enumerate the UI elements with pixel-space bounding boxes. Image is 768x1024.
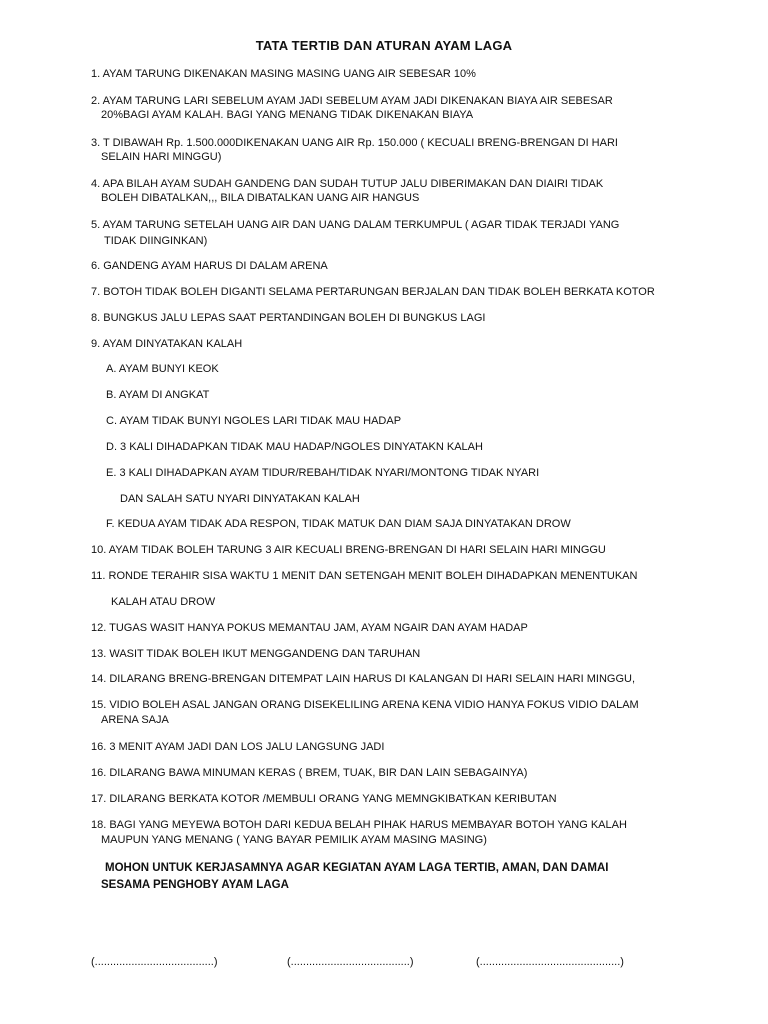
- rule-16: 16. 3 MENIT AYAM JADI DAN LOS JALU LANGSUNG JADI: [91, 741, 385, 753]
- rule-10: 10. AYAM TIDAK BOLEH TARUNG 3 AIR KECUALI BRENG-BRENGAN DI HARI SELAIN HARI MINGGU: [91, 544, 606, 556]
- rule-9-b: B. AYAM DI ANGKAT: [106, 389, 210, 401]
- signature-line-1: (.......................................): [91, 956, 218, 968]
- rule-9-e: E. 3 KALI DIHADAPKAN AYAM TIDUR/REBAH/TIDAK NYARI/MONTONG TIDAK NYARI: [106, 467, 540, 479]
- rule-17: 17. DILARANG BERKATA KOTOR /MEMBULI ORANG YANG MEMNGKIBATKAN KERIBUTAN: [91, 793, 557, 805]
- closing-line-2: SESAMA PENGHOBY AYAM LAGA: [101, 879, 289, 891]
- rule-9-c: C. AYAM TIDAK BUNYI NGOLES LARI TIDAK MAU HADAP: [106, 415, 402, 427]
- rule-13: 13. WASIT TIDAK BOLEH IKUT MENGGANDENG DAN TARUHAN: [91, 648, 421, 660]
- rule-9-a: A. AYAM BUNYI KEOK: [106, 363, 219, 375]
- rule-4-cont: BOLEH DIBATALKAN,,, BILA DIBATALKAN UANG AIR HANGUS: [101, 192, 420, 204]
- rule-14: 14. DILARANG BRENG-BRENGAN DITEMPAT LAIN HARUS DI KALANGAN DI HARI SELAIN HARI MINGGU,: [91, 673, 635, 685]
- closing-line-1: MOHON UNTUK KERJASAMNYA AGAR KEGIATAN AYAM LAGA TERTIB, AMAN, DAN DAMAI: [105, 862, 609, 874]
- rule-11: 11. RONDE TERAHIR SISA WAKTU 1 MENIT DAN SETENGAH MENIT BOLEH DIHADAPKAN MENENTUKAN: [91, 570, 638, 582]
- rule-16b: 16. DILARANG BAWA MINUMAN KERAS ( BREM, TUAK, BIR DAN LAIN SEBAGAINYA): [91, 767, 528, 779]
- rule-3: 3. T DIBAWAH Rp. 1.500.000DIKENAKAN UANG AIR Rp. 150.000 ( KECUALI BRENG-BRENGAN DI HARI: [91, 137, 618, 149]
- signature-line-3: (..............................................): [476, 956, 624, 968]
- rule-9: 9. AYAM DINYATAKAN KALAH: [91, 338, 243, 350]
- rule-12: 12. TUGAS WASIT HANYA POKUS MEMANTAU JAM, AYAM NGAIR DAN AYAM HADAP: [91, 622, 528, 634]
- rule-15-cont: ARENA SAJA: [101, 714, 169, 726]
- rule-9-e-cont: DAN SALAH SATU NYARI DINYATAKAN KALAH: [120, 493, 360, 505]
- rule-2: 2. AYAM TARUNG LARI SEBELUM AYAM JADI SEBELUM AYAM JADI DIKENAKAN BIAYA AIR SEBESAR: [91, 95, 613, 107]
- rule-9-f: F. KEDUA AYAM TIDAK ADA RESPON, TIDAK MATUK DAN DIAM SAJA DINYATAKAN DROW: [106, 518, 571, 530]
- signature-line-2: (.......................................): [287, 956, 414, 968]
- rule-2-cont: 20%BAGI AYAM KALAH. BAGI YANG MENANG TIDAK DIKENAKAN BIAYA: [101, 109, 474, 121]
- rule-7: 7. BOTOH TIDAK BOLEH DIGANTI SELAMA PERTARUNGAN BERJALAN DAN TIDAK BOLEH BERKATA KOTOR: [91, 286, 655, 298]
- document-title: TATA TERTIB DAN ATURAN AYAM LAGA: [255, 38, 513, 53]
- rule-8: 8. BUNGKUS JALU LEPAS SAAT PERTANDINGAN BOLEH DI BUNGKUS LAGI: [91, 312, 486, 324]
- rule-4: 4. APA BILAH AYAM SUDAH GANDENG DAN SUDAH TUTUP JALU DIBERIMAKAN DAN DIAIRI TIDAK: [91, 178, 604, 190]
- rule-9-d: D. 3 KALI DIHADAPKAN TIDAK MAU HADAP/NGOLES DINYATAKN KALAH: [106, 441, 483, 453]
- rule-11-cont: KALAH ATAU DROW: [111, 596, 216, 608]
- rule-5: 5. AYAM TARUNG SETELAH UANG AIR DAN UANG DALAM TERKUMPUL ( AGAR TIDAK TERJADI YANG: [91, 219, 620, 231]
- rule-3-cont: SELAIN HARI MINGGU): [101, 151, 222, 163]
- rule-18-cont: MAUPUN YANG MENANG ( YANG BAYAR PEMILIK AYAM MASING MASING): [101, 834, 487, 846]
- rule-18: 18. BAGI YANG MEYEWA BOTOH DARI KEDUA BELAH PIHAK HARUS MEMBAYAR BOTOH YANG KALAH: [91, 819, 627, 831]
- rule-5-cont: TIDAK DIINGINKAN): [104, 235, 208, 247]
- rule-15: 15. VIDIO BOLEH ASAL JANGAN ORANG DISEKELILING ARENA KENA VIDIO HANYA FOKUS VIDIO DALAM: [91, 699, 639, 711]
- rule-1: 1. AYAM TARUNG DIKENAKAN MASING MASING UANG AIR SEBESAR 10%: [91, 68, 476, 80]
- rule-6: 6. GANDENG AYAM HARUS DI DALAM ARENA: [91, 260, 328, 272]
